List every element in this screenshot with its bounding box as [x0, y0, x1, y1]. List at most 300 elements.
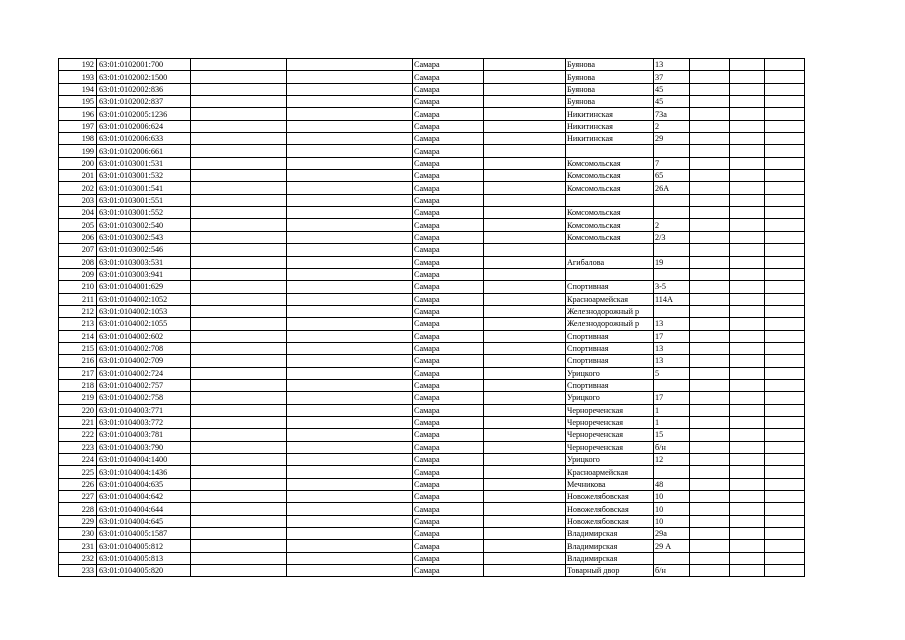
empty-cell-b	[287, 108, 413, 120]
house-cell: 13	[654, 318, 690, 330]
empty-cell-c	[484, 281, 566, 293]
empty-cell-b	[287, 207, 413, 219]
empty-cell-a	[191, 503, 287, 515]
city-cell: Самара	[413, 540, 484, 552]
empty-cell-b	[287, 305, 413, 317]
house-cell: 26А	[654, 182, 690, 194]
empty-cell-f	[765, 379, 805, 391]
empty-cell-c	[484, 182, 566, 194]
table-row	[59, 83, 805, 95]
empty-cell-e	[730, 429, 765, 441]
city-cell: Самара	[413, 96, 484, 108]
house-cell: 2/3	[654, 231, 690, 243]
city-cell: Самара	[413, 355, 484, 367]
city-cell: Самара	[413, 120, 484, 132]
empty-cell-e	[730, 441, 765, 453]
empty-cell-b	[287, 454, 413, 466]
empty-cell-b	[287, 268, 413, 280]
house-cell	[654, 305, 690, 317]
empty-cell-a	[191, 552, 287, 564]
empty-cell-f	[765, 59, 805, 71]
city-cell: Самара	[413, 342, 484, 354]
street-cell: Комсомольская	[566, 219, 654, 231]
table-row	[59, 441, 805, 453]
empty-cell-b	[287, 503, 413, 515]
house-cell	[654, 379, 690, 391]
cadastral-number-cell: 63:01:0104002:709	[97, 355, 191, 367]
empty-cell-c	[484, 429, 566, 441]
cadastral-number-cell: 63:01:0102001:700	[97, 59, 191, 71]
empty-cell-c	[484, 231, 566, 243]
empty-cell-a	[191, 478, 287, 490]
empty-cell-c	[484, 454, 566, 466]
empty-cell-a	[191, 170, 287, 182]
empty-cell-c	[484, 478, 566, 490]
house-cell: 29а	[654, 528, 690, 540]
empty-cell-b	[287, 281, 413, 293]
empty-cell-f	[765, 540, 805, 552]
table-row	[59, 293, 805, 305]
table-row	[59, 491, 805, 503]
row-number-cell: 217	[59, 367, 97, 379]
empty-cell-d	[690, 318, 730, 330]
empty-cell-d	[690, 207, 730, 219]
empty-cell-a	[191, 145, 287, 157]
empty-cell-b	[287, 528, 413, 540]
empty-cell-d	[690, 268, 730, 280]
empty-cell-b	[287, 120, 413, 132]
house-cell: б/н	[654, 441, 690, 453]
empty-cell-f	[765, 441, 805, 453]
city-cell: Самара	[413, 133, 484, 145]
spreadsheet-page	[58, 58, 804, 577]
empty-cell-b	[287, 318, 413, 330]
empty-cell-c	[484, 367, 566, 379]
empty-cell-a	[191, 454, 287, 466]
row-number-cell: 194	[59, 83, 97, 95]
empty-cell-c	[484, 318, 566, 330]
row-number-cell: 225	[59, 466, 97, 478]
empty-cell-f	[765, 182, 805, 194]
empty-cell-a	[191, 565, 287, 577]
empty-cell-c	[484, 268, 566, 280]
cadastral-number-cell: 63:01:0104001:629	[97, 281, 191, 293]
street-cell: Комсомольская	[566, 231, 654, 243]
empty-cell-b	[287, 182, 413, 194]
empty-cell-a	[191, 83, 287, 95]
empty-cell-b	[287, 379, 413, 391]
table-row	[59, 59, 805, 71]
table-row	[59, 565, 805, 577]
table-row	[59, 503, 805, 515]
empty-cell-d	[690, 293, 730, 305]
table-body	[59, 59, 805, 577]
cadastral-number-cell: 63:01:0102002:1500	[97, 71, 191, 83]
house-cell: 1	[654, 404, 690, 416]
city-cell: Самара	[413, 318, 484, 330]
empty-cell-d	[690, 157, 730, 169]
cadastral-number-cell: 63:01:0103003:941	[97, 268, 191, 280]
city-cell: Самара	[413, 83, 484, 95]
cadastral-number-cell: 63:01:0102002:836	[97, 83, 191, 95]
empty-cell-a	[191, 355, 287, 367]
table-row	[59, 478, 805, 490]
house-cell	[654, 194, 690, 206]
empty-cell-d	[690, 244, 730, 256]
house-cell: 10	[654, 503, 690, 515]
street-cell: Никитинская	[566, 108, 654, 120]
empty-cell-a	[191, 330, 287, 342]
empty-cell-b	[287, 83, 413, 95]
row-number-cell: 230	[59, 528, 97, 540]
row-number-cell: 222	[59, 429, 97, 441]
city-cell: Самара	[413, 157, 484, 169]
cadastral-number-cell: 63:01:0104004:635	[97, 478, 191, 490]
empty-cell-f	[765, 318, 805, 330]
empty-cell-c	[484, 565, 566, 577]
row-number-cell: 196	[59, 108, 97, 120]
table-row	[59, 416, 805, 428]
cadastral-number-cell: 63:01:0103001:551	[97, 194, 191, 206]
empty-cell-f	[765, 219, 805, 231]
row-number-cell: 204	[59, 207, 97, 219]
street-cell: Никитинская	[566, 133, 654, 145]
house-cell: 2	[654, 120, 690, 132]
empty-cell-f	[765, 342, 805, 354]
empty-cell-a	[191, 515, 287, 527]
empty-cell-d	[690, 552, 730, 564]
empty-cell-a	[191, 491, 287, 503]
empty-cell-d	[690, 231, 730, 243]
empty-cell-b	[287, 145, 413, 157]
row-number-cell: 198	[59, 133, 97, 145]
cadastral-number-cell: 63:01:0103001:541	[97, 182, 191, 194]
empty-cell-a	[191, 540, 287, 552]
empty-cell-d	[690, 404, 730, 416]
street-cell: Новожелябовская	[566, 491, 654, 503]
street-cell: Урицкого	[566, 367, 654, 379]
house-cell: 15	[654, 429, 690, 441]
house-cell: 2	[654, 219, 690, 231]
empty-cell-c	[484, 244, 566, 256]
empty-cell-b	[287, 194, 413, 206]
table-row	[59, 120, 805, 132]
empty-cell-f	[765, 466, 805, 478]
empty-cell-d	[690, 170, 730, 182]
empty-cell-b	[287, 96, 413, 108]
city-cell: Самара	[413, 293, 484, 305]
table-row	[59, 219, 805, 231]
row-number-cell: 195	[59, 96, 97, 108]
empty-cell-f	[765, 170, 805, 182]
street-cell: Владимирская	[566, 552, 654, 564]
empty-cell-a	[191, 404, 287, 416]
empty-cell-c	[484, 207, 566, 219]
empty-cell-c	[484, 528, 566, 540]
empty-cell-d	[690, 454, 730, 466]
row-number-cell: 216	[59, 355, 97, 367]
city-cell: Самара	[413, 59, 484, 71]
house-cell	[654, 244, 690, 256]
empty-cell-c	[484, 404, 566, 416]
empty-cell-e	[730, 231, 765, 243]
empty-cell-d	[690, 355, 730, 367]
empty-cell-a	[191, 268, 287, 280]
empty-cell-c	[484, 96, 566, 108]
street-cell: Чернореченская	[566, 416, 654, 428]
empty-cell-d	[690, 416, 730, 428]
street-cell	[566, 145, 654, 157]
row-number-cell: 228	[59, 503, 97, 515]
empty-cell-e	[730, 565, 765, 577]
table-row	[59, 145, 805, 157]
empty-cell-e	[730, 367, 765, 379]
empty-cell-a	[191, 342, 287, 354]
empty-cell-c	[484, 157, 566, 169]
street-cell: Буянова	[566, 59, 654, 71]
cadastral-number-cell: 63:01:0104002:757	[97, 379, 191, 391]
city-cell: Самара	[413, 145, 484, 157]
empty-cell-e	[730, 244, 765, 256]
empty-cell-c	[484, 305, 566, 317]
empty-cell-d	[690, 305, 730, 317]
empty-cell-b	[287, 342, 413, 354]
empty-cell-a	[191, 120, 287, 132]
empty-cell-d	[690, 528, 730, 540]
empty-cell-b	[287, 552, 413, 564]
empty-cell-d	[690, 120, 730, 132]
table-row	[59, 429, 805, 441]
empty-cell-c	[484, 219, 566, 231]
street-cell: Спортивная	[566, 281, 654, 293]
table-row	[59, 207, 805, 219]
empty-cell-d	[690, 219, 730, 231]
empty-cell-e	[730, 379, 765, 391]
empty-cell-e	[730, 355, 765, 367]
row-number-cell: 223	[59, 441, 97, 453]
row-number-cell: 209	[59, 268, 97, 280]
house-cell: 73а	[654, 108, 690, 120]
street-cell: Чернореченская	[566, 441, 654, 453]
table-row	[59, 182, 805, 194]
street-cell: Никитинская	[566, 120, 654, 132]
empty-cell-e	[730, 404, 765, 416]
row-number-cell: 207	[59, 244, 97, 256]
empty-cell-e	[730, 454, 765, 466]
row-number-cell: 233	[59, 565, 97, 577]
house-cell: 29 А	[654, 540, 690, 552]
house-cell	[654, 145, 690, 157]
row-number-cell: 199	[59, 145, 97, 157]
house-cell: 10	[654, 515, 690, 527]
empty-cell-a	[191, 133, 287, 145]
table-row	[59, 355, 805, 367]
empty-cell-b	[287, 59, 413, 71]
row-number-cell: 218	[59, 379, 97, 391]
empty-cell-a	[191, 305, 287, 317]
empty-cell-b	[287, 565, 413, 577]
row-number-cell: 227	[59, 491, 97, 503]
cadastral-number-cell: 63:01:0103002:543	[97, 231, 191, 243]
cadastral-number-cell: 63:01:0104005:812	[97, 540, 191, 552]
row-number-cell: 226	[59, 478, 97, 490]
cadastral-number-cell: 63:01:0104003:781	[97, 429, 191, 441]
city-cell: Самара	[413, 244, 484, 256]
house-cell	[654, 552, 690, 564]
empty-cell-d	[690, 256, 730, 268]
empty-cell-f	[765, 194, 805, 206]
house-cell: 7	[654, 157, 690, 169]
empty-cell-f	[765, 454, 805, 466]
table-row	[59, 342, 805, 354]
row-number-cell: 211	[59, 293, 97, 305]
street-cell: Комсомольская	[566, 157, 654, 169]
table-row	[59, 256, 805, 268]
empty-cell-e	[730, 540, 765, 552]
empty-cell-b	[287, 466, 413, 478]
empty-cell-e	[730, 83, 765, 95]
street-cell	[566, 194, 654, 206]
row-number-cell: 213	[59, 318, 97, 330]
row-number-cell: 220	[59, 404, 97, 416]
city-cell: Самара	[413, 466, 484, 478]
cadastral-number-cell: 63:01:0104004:644	[97, 503, 191, 515]
cadastral-number-cell: 63:01:0104002:758	[97, 392, 191, 404]
city-cell: Самара	[413, 503, 484, 515]
city-cell: Самара	[413, 194, 484, 206]
empty-cell-f	[765, 416, 805, 428]
empty-cell-e	[730, 96, 765, 108]
street-cell: Агибалова	[566, 256, 654, 268]
empty-cell-f	[765, 120, 805, 132]
house-cell: 65	[654, 170, 690, 182]
city-cell: Самара	[413, 379, 484, 391]
cadastral-number-cell: 63:01:0104002:1055	[97, 318, 191, 330]
empty-cell-c	[484, 540, 566, 552]
empty-cell-e	[730, 268, 765, 280]
street-cell: Урицкого	[566, 392, 654, 404]
empty-cell-e	[730, 342, 765, 354]
house-cell: 13	[654, 59, 690, 71]
street-cell: Чернореченская	[566, 429, 654, 441]
empty-cell-a	[191, 182, 287, 194]
empty-cell-e	[730, 145, 765, 157]
table-row	[59, 244, 805, 256]
empty-cell-d	[690, 441, 730, 453]
empty-cell-e	[730, 194, 765, 206]
empty-cell-a	[191, 157, 287, 169]
house-cell	[654, 268, 690, 280]
street-cell: Спортивная	[566, 330, 654, 342]
empty-cell-d	[690, 540, 730, 552]
row-number-cell: 212	[59, 305, 97, 317]
empty-cell-c	[484, 120, 566, 132]
house-cell: 37	[654, 71, 690, 83]
empty-cell-b	[287, 491, 413, 503]
empty-cell-d	[690, 83, 730, 95]
table-row	[59, 392, 805, 404]
cadastral-number-cell: 63:01:0104005:813	[97, 552, 191, 564]
city-cell: Самара	[413, 565, 484, 577]
empty-cell-a	[191, 466, 287, 478]
city-cell: Самара	[413, 268, 484, 280]
empty-cell-a	[191, 244, 287, 256]
table-row	[59, 404, 805, 416]
house-cell: 17	[654, 392, 690, 404]
table-row	[59, 305, 805, 317]
empty-cell-c	[484, 108, 566, 120]
empty-cell-d	[690, 466, 730, 478]
empty-cell-e	[730, 281, 765, 293]
empty-cell-e	[730, 157, 765, 169]
empty-cell-b	[287, 392, 413, 404]
empty-cell-c	[484, 466, 566, 478]
empty-cell-f	[765, 491, 805, 503]
street-cell: Урицкого	[566, 454, 654, 466]
city-cell: Самара	[413, 454, 484, 466]
cadastral-number-cell: 63:01:0104002:1052	[97, 293, 191, 305]
empty-cell-e	[730, 219, 765, 231]
row-number-cell: 224	[59, 454, 97, 466]
cadastral-number-cell: 63:01:0103002:540	[97, 219, 191, 231]
street-cell: Комсомольская	[566, 170, 654, 182]
empty-cell-d	[690, 194, 730, 206]
empty-cell-b	[287, 133, 413, 145]
empty-cell-b	[287, 429, 413, 441]
empty-cell-a	[191, 379, 287, 391]
empty-cell-a	[191, 441, 287, 453]
city-cell: Самара	[413, 305, 484, 317]
cadastral-number-cell: 63:01:0104003:771	[97, 404, 191, 416]
empty-cell-c	[484, 379, 566, 391]
house-cell	[654, 466, 690, 478]
empty-cell-d	[690, 429, 730, 441]
house-cell: 12	[654, 454, 690, 466]
street-cell: Мечникова	[566, 478, 654, 490]
row-number-cell: 206	[59, 231, 97, 243]
house-cell: 45	[654, 96, 690, 108]
street-cell: Красноармейская	[566, 293, 654, 305]
empty-cell-c	[484, 71, 566, 83]
empty-cell-a	[191, 281, 287, 293]
empty-cell-b	[287, 441, 413, 453]
empty-cell-c	[484, 59, 566, 71]
cadastral-number-cell: 63:01:0104004:1400	[97, 454, 191, 466]
empty-cell-f	[765, 293, 805, 305]
cadastral-number-cell: 63:01:0104003:790	[97, 441, 191, 453]
empty-cell-d	[690, 133, 730, 145]
city-cell: Самара	[413, 478, 484, 490]
row-number-cell: 215	[59, 342, 97, 354]
empty-cell-f	[765, 552, 805, 564]
street-cell: Владимирская	[566, 528, 654, 540]
row-number-cell: 197	[59, 120, 97, 132]
empty-cell-c	[484, 83, 566, 95]
city-cell: Самара	[413, 491, 484, 503]
table-row	[59, 108, 805, 120]
empty-cell-b	[287, 416, 413, 428]
empty-cell-b	[287, 478, 413, 490]
empty-cell-c	[484, 330, 566, 342]
row-number-cell: 192	[59, 59, 97, 71]
empty-cell-e	[730, 293, 765, 305]
empty-cell-a	[191, 367, 287, 379]
table-row	[59, 454, 805, 466]
empty-cell-c	[484, 491, 566, 503]
cadastral-number-cell: 63:01:0103001:531	[97, 157, 191, 169]
street-cell: Товарный двор	[566, 565, 654, 577]
empty-cell-f	[765, 133, 805, 145]
